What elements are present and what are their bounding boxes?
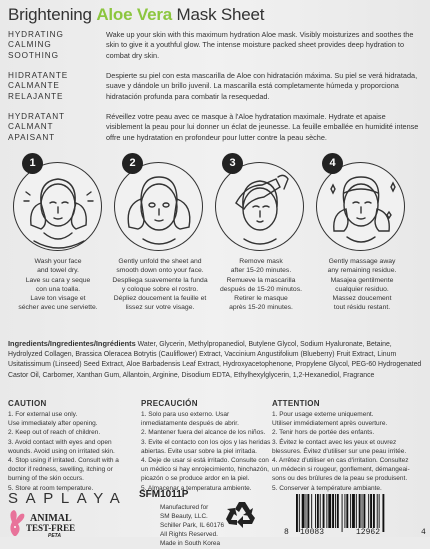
face-massaging-icon	[317, 163, 406, 252]
step-2-caption: Gently unfold the sheet and smooth down onto your face. Despliega suavemente la funda y coloque sobre el rostro. Dépliez doucement la feuille et lissez sur votre visage.	[112, 258, 208, 312]
barcode-bar	[368, 494, 369, 528]
face-washing-icon	[14, 163, 103, 252]
barcode-bar	[296, 494, 298, 532]
recycle-icon	[225, 500, 259, 530]
bunny-icon	[10, 510, 24, 536]
mask-applying-icon	[115, 163, 204, 252]
barcode-bar	[306, 494, 307, 528]
barcode-bar	[377, 494, 378, 528]
barcode-bar	[307, 494, 309, 528]
step-2-number: 2	[122, 153, 143, 174]
aloe-vera-highlight: Aloe Vera	[96, 5, 173, 24]
barcode-digits-right: 12962	[356, 528, 381, 537]
benefit-words: HYDRATANT CALMANT APAISANT	[8, 112, 65, 142]
ingredients-list	[8, 339, 426, 381]
description-text: Wake up your skin with this maximum hydration Aloe mask. Visibly moisturizes and soothes the skin to give it a youthful glow. The intense moisture packed sheet provides deep hydration to combat dry skin.	[106, 30, 414, 60]
step-4-illustration	[316, 162, 405, 251]
barcode-bar	[379, 494, 380, 528]
barcode-bar	[363, 494, 365, 528]
description-spanish	[8, 71, 422, 102]
product-code: SFM1011P	[139, 489, 189, 500]
step-1-caption: Wash your face and towel dry. Lave su cara y seque con una toalla. Lave ton visage et sécher avec une serviette.	[18, 258, 98, 312]
animal-text: ANIMAL	[30, 513, 72, 524]
product-title: Brightening Aloe Vera Mask Sheet	[8, 5, 265, 24]
barcode-bar	[373, 494, 375, 528]
barcode-bar	[337, 494, 339, 528]
barcode-bar	[328, 494, 331, 528]
barcode-bar	[317, 494, 319, 528]
barcode-bar	[382, 494, 384, 532]
barcode-bar	[370, 494, 372, 528]
brand-logo: SAPLAYA	[8, 490, 128, 507]
description-text: Réveillez votre peau avec ce masque à l'Aloe hydratation maximale. Hydrate et apaise visiblement la peau pour lui donner un éclat de jeunesse. La feuille emballée en humidité intense offre une hydratation en profondeur pour lutter contre la peau sèche.	[106, 112, 419, 142]
step-1-illustration	[13, 162, 102, 251]
barcode-bar	[346, 494, 348, 528]
step-4-caption: Gently massage away any remaining residue. Masajea gentilmente cualquier residuo. Massez doucement tout résidu restant.	[327, 258, 397, 312]
barcode-bar	[342, 494, 343, 532]
barcode-bar	[335, 494, 336, 528]
caution-heading: PRECAUCIÓN	[141, 399, 198, 408]
barcode-digits-left: 10083	[300, 528, 325, 537]
barcode-bar	[359, 494, 361, 528]
barcode-bar	[352, 494, 355, 528]
barcode-bar	[302, 494, 305, 528]
barcode-bar	[299, 494, 300, 532]
description-english	[8, 30, 422, 61]
step-3-illustration	[215, 162, 304, 251]
caution-french: ATTENTION 1. Pour usage externe uniquement. Utiliser immédiatement après ouverture. 2. Tenir hors de portée des enfants. 3. Évitez le contact avec les yeux et ouvrez blessures. Évitez d'utiliser sur une peau irritée. 4. Arrêtez d'utiliser en cas d'irritation. Consultez un médecin si rougeur, gonflement, démangeai- sons ou des brûlures de la peau se produisent. 5. Conserver à température ambiante.	[272, 399, 410, 492]
ingredients-label: Ingredients/Ingredientes/Ingrédients	[8, 339, 136, 348]
step-3-caption: Remove mask after 15-20 minutes. Remueve la mascarilla después de 15-20 minutos. Retirer le masque après 15-20 minutes.	[220, 258, 302, 312]
benefit-words: HYDRATING CALMING SOOTHING	[8, 30, 64, 60]
barcode-bar	[362, 494, 363, 528]
benefit-words: HIDRATANTE CALMANTE RELAJANTE	[8, 71, 69, 101]
step-3-number: 3	[222, 153, 243, 174]
step-1-number: 1	[22, 153, 43, 174]
manufacturer-info: Manufactured for SM Beauty, LLC. Schiller Park, IL 60176 All Rights Reserved. Made in South Korea	[160, 504, 225, 547]
caution-english: CAUTION 1. For external use only. Use immediately after opening. 2. Keep out of reach of children. 3. Avoid contact with eyes and open wounds. Avoid using on irritated skin. 4. Stop using if irritated. Consult with a doctor if redness, swelling, itching or burning of the skin occurs. 5. Store at room temperature.	[8, 399, 119, 492]
barcode-bar	[320, 494, 321, 528]
barcode-bar	[344, 494, 345, 528]
caution-heading: ATTENTION	[272, 399, 320, 408]
barcode-bar	[315, 494, 316, 528]
caution-heading: CAUTION	[8, 399, 47, 408]
description-french	[8, 112, 422, 143]
animal-test-free-logo	[6, 510, 96, 537]
barcode-bar	[356, 494, 357, 528]
barcode-bar	[350, 494, 351, 528]
barcode-bar	[326, 494, 327, 528]
barcode-bar	[311, 494, 312, 528]
ingredients-text: Water, Glycerin, Methylpropanediol, Butylene Glycol, Sodium Hyaluronate, Betaine, Hydrolyzed Collagen, Brassica Oleracea Botrytis (Cauliflower) Extract, Vaccinium Angustifolium (Blueberry) Fruit Extract, Linum Usitatissimum (Linseed) Seed Extract, Aloe Barbadensis Leaf Extract, Hydroxyacetophenone, Propylene Glycol, PEG-60 Hydrogenated Castor Oil, Carbomer, Xanthan Gum, Allantoin, Arginine, Disodium EDTA, Ethylhexylglycerin, 1,2-Hexanediol, Fragrance	[8, 341, 422, 379]
test-free-text: TEST-FREE	[26, 523, 76, 533]
step-2-illustration	[114, 162, 203, 251]
barcode-bar	[323, 494, 325, 528]
barcode-digit-last: 4	[421, 528, 426, 537]
description-text: Despierte su piel con esta mascarilla de Aloe con hidratación máxima. Su piel se verá hidratada, suave y dándole un brillo juvenil. La mascarilla está completamente húmeda y proporciona hidratación profunda para combatir la resequedad.	[106, 71, 418, 101]
peta-text: PETA	[48, 533, 61, 539]
barcode-bar	[332, 494, 334, 528]
barcode-digit-first: 8	[284, 528, 289, 537]
caution-spanish: PRECAUCIÓN 1. Solo para uso externo. Usar inmediatamente después de abrir. 2. Mantener fuera del alcance de los niños. 3. Evite el contacto con los ojos y las heridas abiertas. Evite usar sobre la piel irritada. 4. Deje de usar si está irritado. Consulte con un médico si hay enrojecimiento, hinchazón, picazón o se produce ardor en la piel. 5. Almacenar a temperatura ambiente.	[141, 399, 271, 492]
mask-removing-icon	[216, 163, 305, 252]
step-4-number: 4	[322, 153, 343, 174]
